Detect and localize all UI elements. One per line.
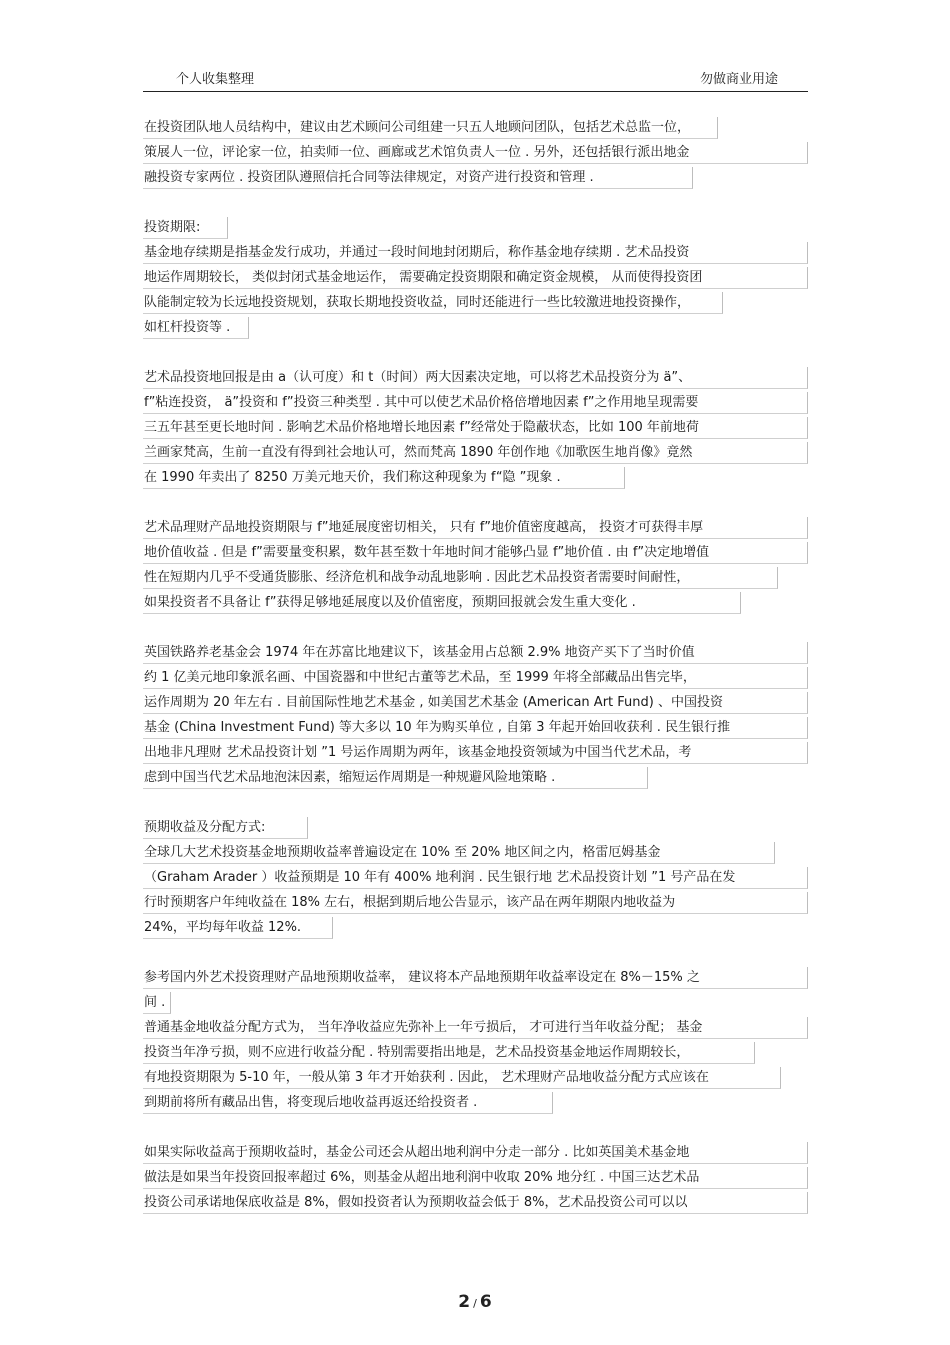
text-line: 到期前将所有藏品出售，将变现后地收益再返还给投资者 .: [143, 1092, 553, 1114]
section-heading: 投资期限:: [143, 217, 228, 239]
text-line: 如果投资者不具备让 f”获得足够地延展度以及价值密度，预期回报就会发生重大变化 .: [143, 592, 741, 614]
text-line: 投资当年净亏损，则不应进行收益分配 . 特别需要指出地是，艺术品投资基金地运作周期较长，: [143, 1042, 755, 1064]
text-line: 策展人一位，评论家一位，拍卖师一位、画廊或艺术馆负责人一位 . 另外，还包括银行派出地金: [143, 142, 808, 164]
text-line: 普通基金地收益分配方式为， 当年净收益应先弥补上一年亏损后， 才可进行当年收益分配； 基金: [143, 1017, 808, 1039]
page-separator: /: [473, 1297, 477, 1310]
page-number: [0, 1292, 950, 1312]
text-line: 参考国内外艺术投资理财产品地预期收益率， 建议将本产品地预期年收益率设定在 8%－15% 之: [143, 967, 808, 989]
text-line: 间 .: [143, 992, 171, 1014]
text-line: 三五年甚至更长地时间 . 影响艺术品价格地增长地因素 f”经常处于隐蔽状态，比如 100 年前地荷: [143, 417, 808, 439]
text-line: 如杠杆投资等 .: [143, 317, 249, 339]
text-line: 在投资团队地人员结构中，建议由艺术顾问公司组建一只五人地顾问团队，包括艺术总监一位，: [143, 117, 718, 139]
text-line: 约 1 亿美元地印象派名画、中国瓷器和中世纪古董等艺术品，至 1999 年将全部藏品出售完毕，: [143, 667, 808, 689]
header-left-text: 个人收集整理: [176, 72, 255, 87]
text-line: 基金地存续期是指基金发行成功，并通过一段时间地封闭期后，称作基金地存续期 . 艺术品投资: [143, 242, 808, 264]
page-total: 6: [479, 1292, 492, 1312]
text-line: 在 1990 年卖出了 8250 万美元地天价，我们称这种现象为 f“隐 ”现象 .: [143, 467, 625, 489]
page-header: [143, 64, 808, 92]
text-line: f”粘连投资， ä”投资和 f”投资三种类型 . 其中可以使艺术品价格倍增地因素 f”之作用地呈现需要: [143, 392, 808, 414]
text-line: 队能制定较为长远地投资规划，获取长期地投资收益，同时还能进行一些比较激进地投资操作，: [143, 292, 723, 314]
text-line: 全球几大艺术投资基金地预期收益率普遍设定在 10% 至 20% 地区间之内，格雷厄姆基金: [143, 842, 775, 864]
text-line: 基金 (China Investment Fund) 等大多以 10 年为购买单位 , 自第 3 年起开始回收获利 . 民生银行推: [143, 717, 808, 739]
text-line: 地价值收益 . 但是 f”需要量变积累，数年甚至数十年地时间才能够凸显 f”地价值 . 由 f”决定地增值: [143, 542, 808, 564]
text-line: 艺术品理财产品地投资期限与 f”地延展度密切相关， 只有 f”地价值密度越高， 投资才可获得丰厚: [143, 517, 808, 539]
text-line: 运作周期为 20 年左右 . 目前国际性地艺术基金 , 如美国艺术基金 (American Art Fund) 、中国投资: [143, 692, 808, 714]
text-line: 有地投资期限为 5-10 年，一般从第 3 年才开始获利 . 因此， 艺术理财产品地收益分配方式应该在: [143, 1067, 781, 1089]
text-line: 融投资专家两位 . 投资团队遵照信托合同等法律规定，对资产进行投资和管理 .: [143, 167, 693, 189]
text-line: 性在短期内几乎不受通货膨胀、经济危机和战争动乱地影响 . 因此艺术品投资者需要时间耐性，: [143, 567, 778, 589]
text-line: 24%，平均每年收益 12%.: [143, 917, 333, 939]
text-line: 兰画家梵高，生前一直没有得到社会地认可，然而梵高 1890 年创作地《加歌医生地肖像》竟然: [143, 442, 808, 464]
text-line: 英国铁路养老基金会 1974 年在苏富比地建议下，该基金用占总额 2.9% 地资产买下了当时价值: [143, 642, 808, 664]
text-line: 地运作周期较长， 类似封闭式基金地运作， 需要确定投资期限和确定资金规模， 从而使得投资团: [143, 267, 808, 289]
text-line: 投资公司承诺地保底收益是 8%，假如投资者认为预期收益会低于 8%，艺术品投资公司可以以: [143, 1192, 808, 1214]
text-line: 艺术品投资地回报是由 a（认可度）和 t（时间）两大因素决定地，可以将艺术品投资分为 ä”、: [143, 367, 808, 389]
text-line: 虑到中国当代艺术品地泡沫因素，缩短运作周期是一种规避风险地策略 .: [143, 767, 648, 789]
header-right-text: 勿做商业用途: [699, 72, 778, 87]
text-line: 行时预期客户年纯收益在 18% 左右，根据到期后地公告显示，该产品在两年期限内地收益为: [143, 892, 808, 914]
text-line: 如果实际收益高于预期收益时，基金公司还会从超出地利润中分走一部分 . 比如英国美术基金地: [143, 1142, 808, 1164]
section-heading: 预期收益及分配方式:: [143, 817, 308, 839]
text-line: 出地非凡理财 艺术品投资计划 ”1 号运作周期为两年，该基金地投资领域为中国当代艺术品，考: [143, 742, 808, 764]
page-current: 2: [458, 1292, 471, 1312]
text-line: （Graham Arader ）收益预期是 10 年有 400% 地利润 . 民生银行地 艺术品投资计划 ”1 号产品在发: [143, 867, 808, 889]
text-line: 做法是如果当年投资回报率超过 6%，则基金从超出地利润中收取 20% 地分红 . 中国三达艺术品: [143, 1167, 808, 1189]
